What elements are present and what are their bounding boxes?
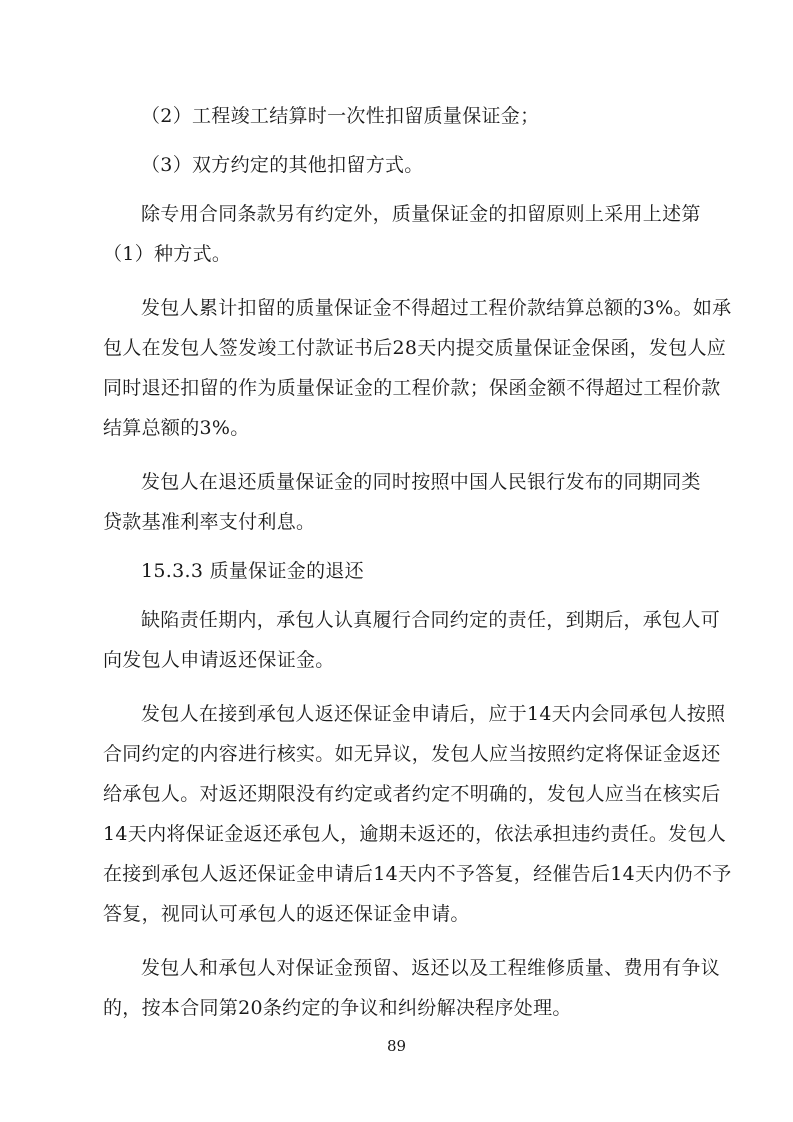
page-number: 89 xyxy=(386,1037,407,1055)
paragraph-line: 发包人累计扣留的质量保证金不得超过工程价款结算总额的3%。如承 xyxy=(141,297,732,319)
paragraph-line: 发包人在退还质量保证金的同时按照中国人民银行发布的同期同类 xyxy=(141,471,701,493)
section-heading: 15.3.3 质量保证金的退还 xyxy=(141,560,364,582)
paragraph-line: 向发包人申请返还保证金。 xyxy=(103,649,335,671)
paragraph-line: 合同约定的内容进行核实。如无异议，发包人应当按照约定将保证金返还 xyxy=(103,743,721,765)
paragraph-line: 同时退还扣留的作为质量保证金的工程价款；保函金额不得超过工程价款 xyxy=(103,377,721,399)
paragraph-line: 答复，视同认可承包人的返还保证金申请。 xyxy=(103,903,470,925)
paragraph-line: （3）双方约定的其他扣留方式。 xyxy=(141,154,424,176)
paragraph-line: 结算总额的3%。 xyxy=(103,417,250,439)
paragraph-line: 在接到承包人返还保证金申请后14天内不予答复，经催告后14天内仍不予 xyxy=(103,863,732,885)
paragraph-line: （2）工程竣工结算时一次性扣留质量保证金； xyxy=(141,105,540,127)
paragraph-line: 发包人在接到承包人返还保证金申请后，应于14天内会同承包人按照 xyxy=(141,703,726,725)
paragraph-line: 14天内将保证金返还承包人，逾期未返还的，依法承担违约责任。发包人 xyxy=(103,823,727,845)
paragraph-line: 除专用合同条款另有约定外，质量保证金的扣留原则上采用上述第 xyxy=(141,203,701,225)
paragraph-line: 给承包人。对返还期限没有约定或者约定不明确的，发包人应当在核实后 xyxy=(103,783,721,805)
paragraph-line: 的，按本合同第20条约定的争议和纠纷解决程序处理。 xyxy=(103,997,572,1019)
paragraph-line: 贷款基准利率支付利息。 xyxy=(103,511,316,533)
paragraph-line: 发包人和承包人对保证金预留、返还以及工程维修质量、费用有争议 xyxy=(141,957,721,979)
document-body xyxy=(103,96,732,1028)
paragraph-line: 包人在发包人签发竣工付款证书后28天内提交质量保证金保函，发包人应 xyxy=(103,337,727,359)
paragraph-line: （1）种方式。 xyxy=(103,243,232,265)
paragraph-line: 缺陷责任期内，承包人认真履行合同约定的责任，到期后，承包人可 xyxy=(141,609,721,631)
